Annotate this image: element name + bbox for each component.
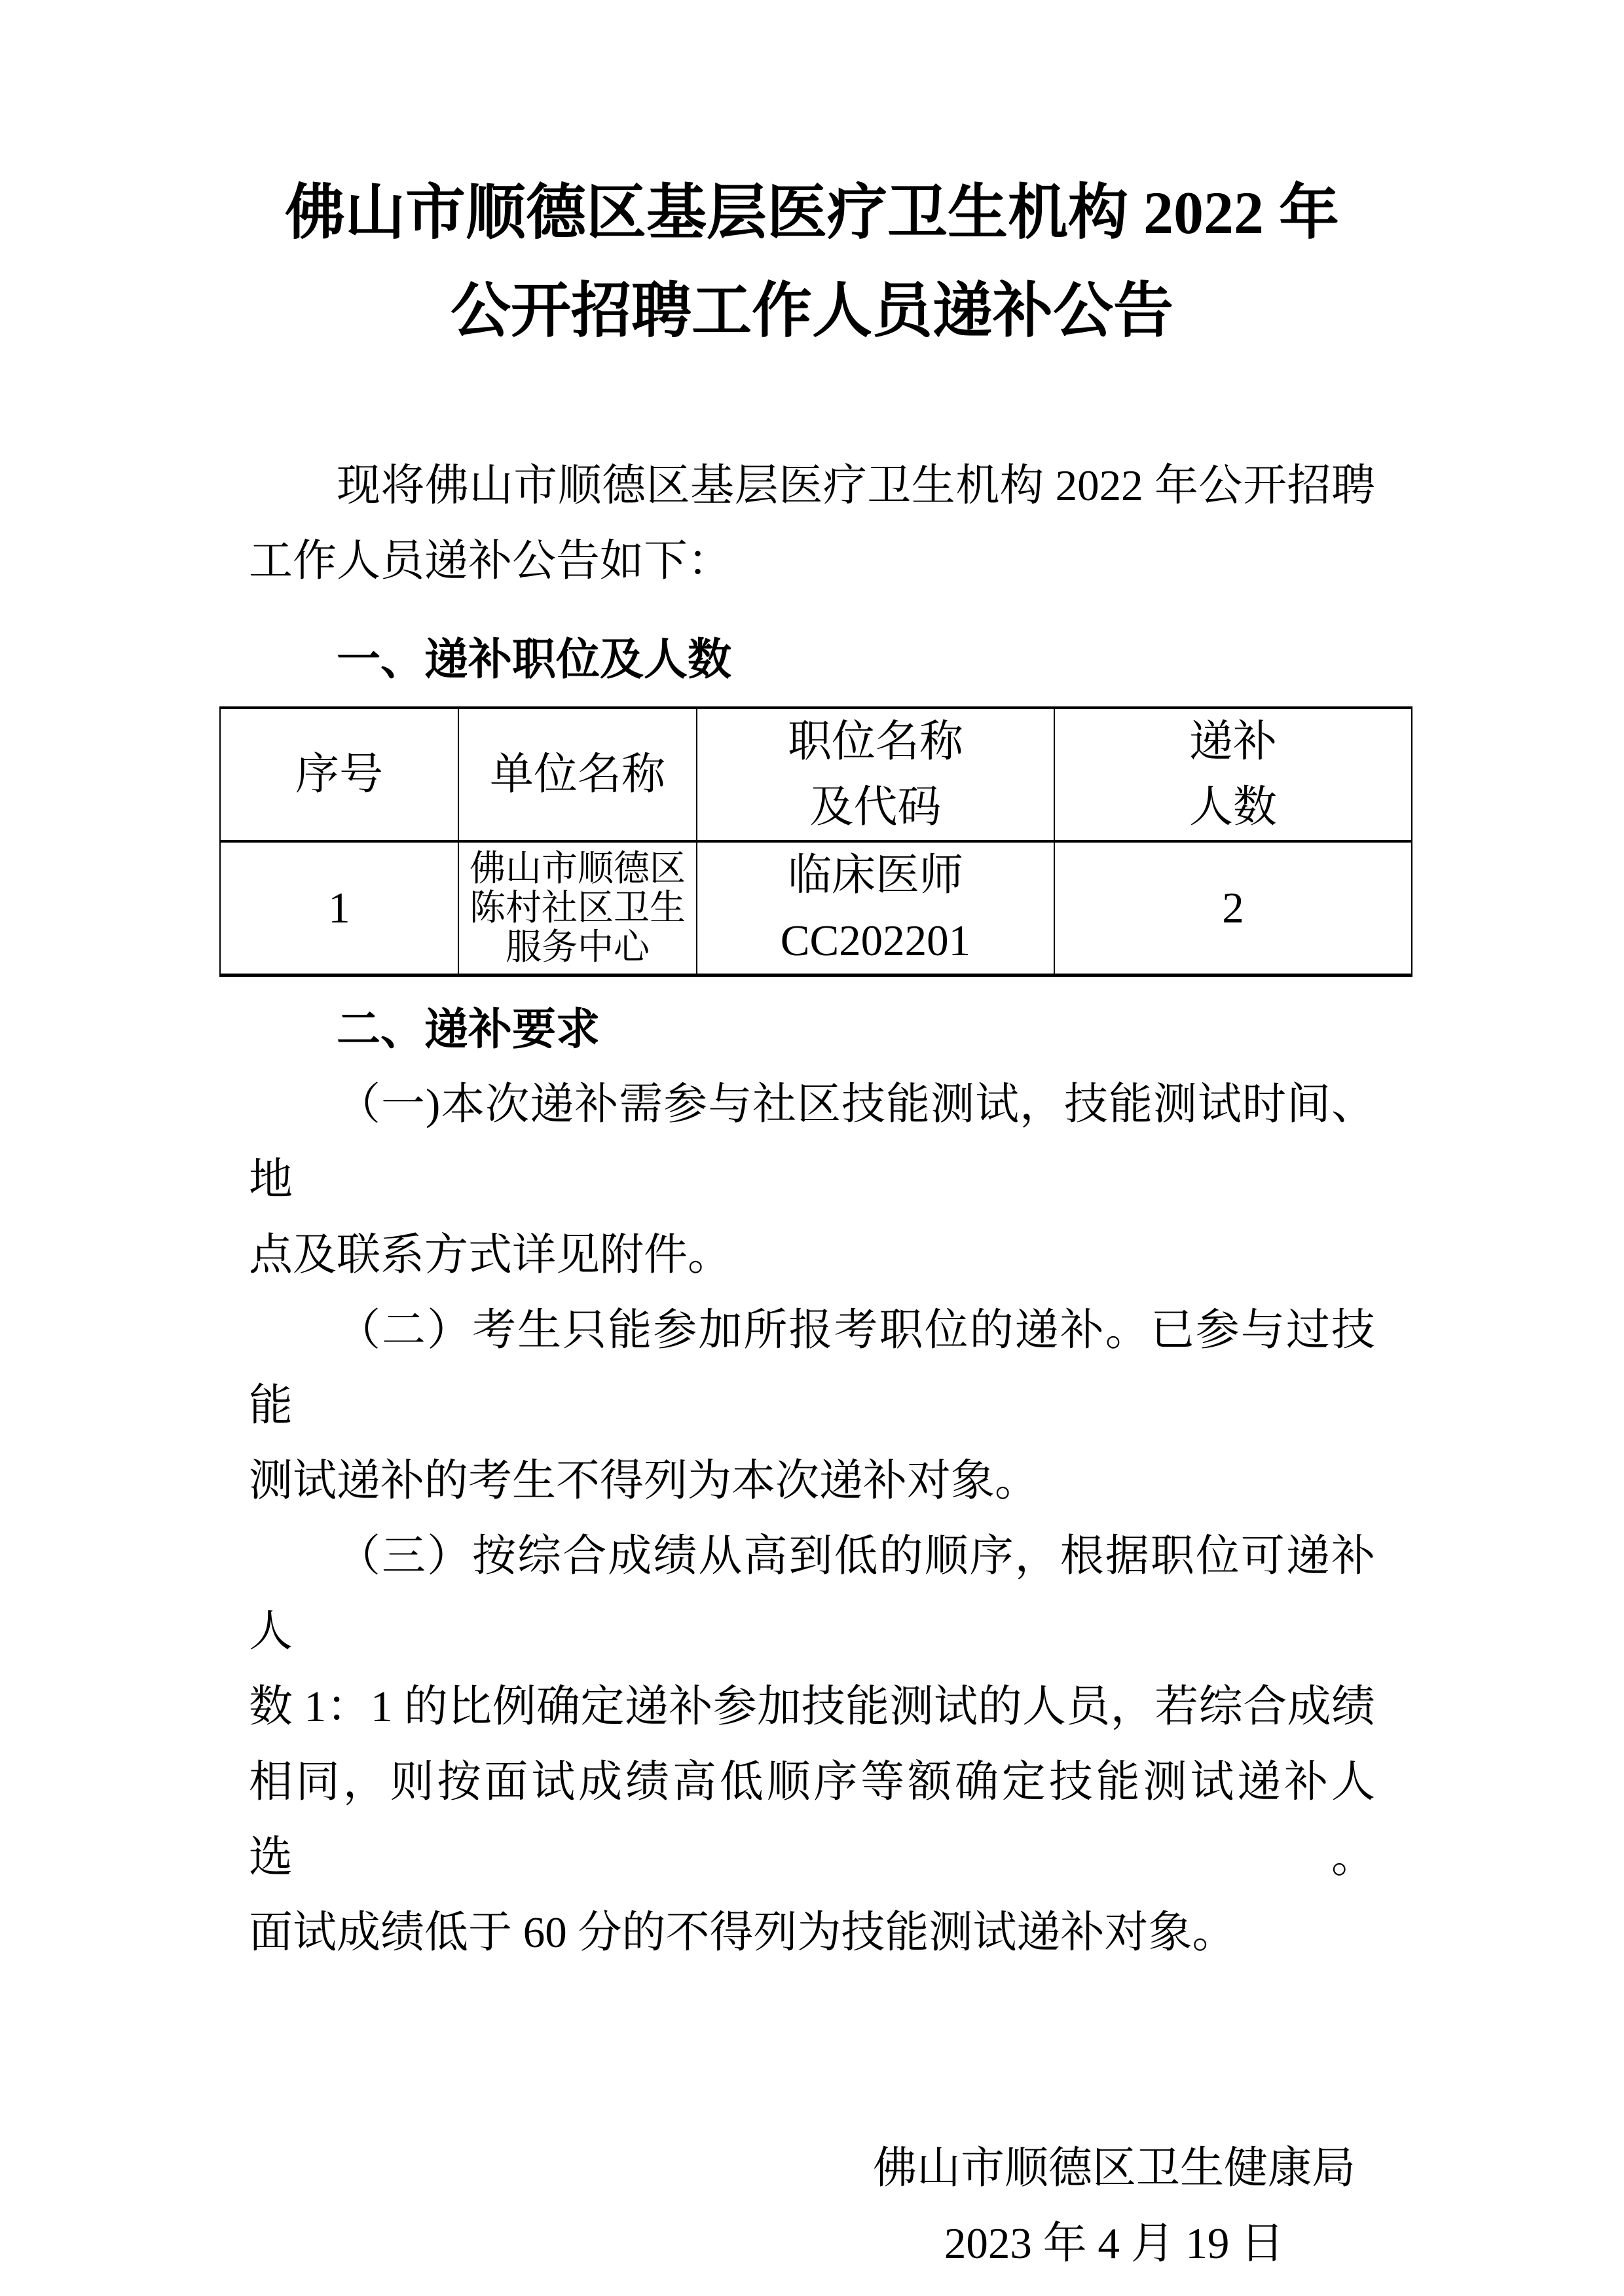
- para1-line2: 点及联系方式详见附件。: [249, 1231, 731, 1279]
- cell-count: 2: [1054, 841, 1412, 975]
- positions-table-header: [220, 708, 1412, 841]
- para3-line4: 面试成绩低于 60 分的不得列为技能测试递补对象。: [249, 1908, 1236, 1957]
- cell-unit-line1: 佛山市顺德区: [469, 848, 686, 888]
- table-row: [220, 841, 1412, 975]
- header-cell-unit: [458, 708, 697, 841]
- signature-org: 佛山市顺德区卫生健康局: [873, 2144, 1356, 2193]
- document-title: [0, 164, 1624, 360]
- positions-table-body: [220, 841, 1412, 975]
- header-unit-label: 单位名称: [490, 750, 665, 799]
- section-heading-requirements: 二、递补要求: [337, 1005, 600, 1054]
- cell-unit: [458, 841, 697, 975]
- para3-line1: （三）按综合成绩从高到低的顺序，根据职位可递补人: [249, 1532, 1375, 1656]
- para3-line3: 相同，则按面试成绩高低顺序等额确定技能测试递补人选。: [249, 1758, 1375, 1882]
- header-count-label-line1: 递补: [1189, 718, 1277, 766]
- cell-unit-line2: 陈村社区卫生: [469, 888, 686, 928]
- intro-line-1: 现将佛山市顺德区基层医疗卫生机构 2022 年公开招聘: [337, 462, 1375, 510]
- positions-table: [219, 706, 1412, 977]
- cell-unit-line3: 服务中心: [505, 927, 650, 967]
- header-count-label-line2: 人数: [1189, 783, 1277, 831]
- para2-line2: 测试递补的考生不得列为本次递补对象。: [249, 1457, 1039, 1505]
- header-cell-count: [1054, 708, 1412, 841]
- para2-line1: （二）考生只能参加所报考职位的递补。已参与过技能: [249, 1306, 1375, 1430]
- section-heading-positions: 一、递补职位及人数: [337, 635, 731, 684]
- title-line-2: 公开招聘工作人员递补公告: [450, 278, 1173, 344]
- cell-serial: 1: [328, 884, 350, 932]
- header-position-label-line2: 及代码: [809, 783, 942, 831]
- cell-position: 临床医师 CC202201: [697, 841, 1054, 975]
- para3-line2: 数 1：1 的比例确定递补参加技能测试的人员，若综合成绩: [249, 1683, 1375, 1731]
- header-serial-label: 序号: [295, 750, 383, 799]
- intro-line-2: 工作人员递补公告如下：: [249, 537, 731, 585]
- para1-line1: （一)本次递补需参与社区技能测试，技能测试时间、地: [249, 1080, 1375, 1204]
- signature-date: 2023 年 4 月 19 日: [944, 2219, 1285, 2268]
- table-header-row: [220, 708, 1412, 841]
- header-position-label-line1: 职位名称: [788, 718, 963, 766]
- title-line-1: 佛山市顺德区基层医疗卫生机构 2022 年: [284, 179, 1339, 246]
- signature-block: [873, 2131, 1356, 2282]
- header-cell-serial: [220, 708, 458, 841]
- header-cell-position: [697, 708, 1054, 841]
